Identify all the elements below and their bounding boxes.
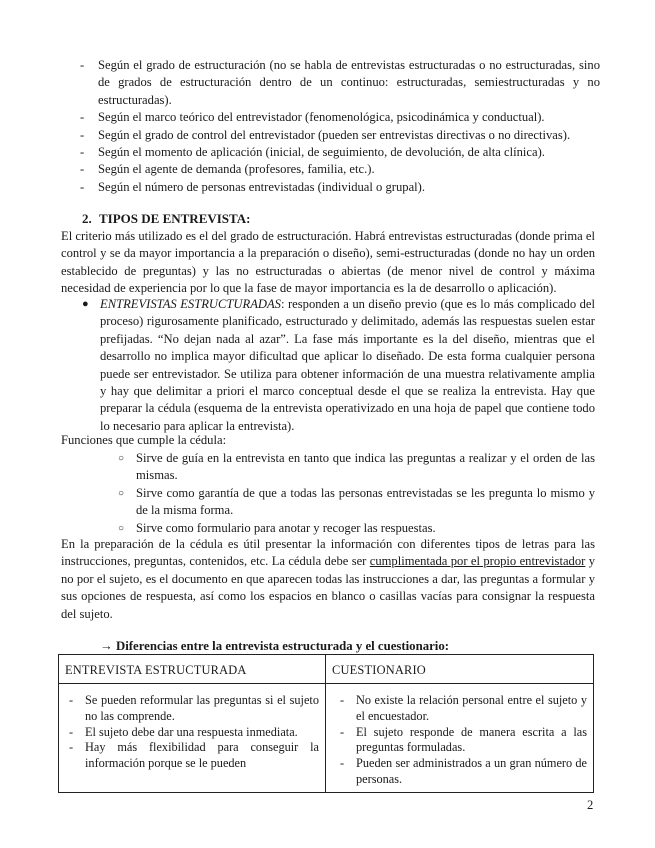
intro-paragraph: El criterio más utilizado es el del grado de estructuración. Habrá entrevistas estructuradas (donde prima el control y se da mayor importancia a la preparación o diseño), semi-estructuradas (donde no hay un orden establecido de preguntas) y las no estructuradas o abiertas (de menor nivel de control y máxima necesidad de experiencia por lo que la fase de mayor importancia es la de desarrollo o aplicación). (61, 229, 595, 296)
list-item: - El sujeto debe dar una respuesta inmediata. (65, 725, 319, 741)
structured-interview-block (82, 296, 595, 435)
criteria-item: - Según el momento de aplicación (inicial, de seguimiento, de devolución, de alta clínica). (80, 144, 600, 161)
criteria-item: - Según el número de personas entrevistadas (individual o grupal). (80, 179, 600, 196)
function-item: ○ Sirve como garantía de que a todas las personas entrevistadas se les pregunta lo mismo y de la misma forma. (118, 485, 595, 520)
cedula-paragraph (61, 536, 595, 623)
questionnaire-differences (326, 684, 593, 792)
cedula-underlined-text: cumplimentada por el propio entrevistador (369, 554, 586, 569)
structured-interview-differences (59, 684, 325, 776)
table-header-row (59, 655, 594, 684)
criteria-item: - Según el agente de demanda (profesores, familia, etc.). (80, 161, 600, 178)
bullet-icon: ● (82, 298, 89, 310)
page-number: 2 (587, 798, 594, 812)
list-item: - Hay más flexibilidad para conseguir la información porque se le pueden (65, 740, 319, 772)
criteria-item: - Según el marco teórico del entrevistador (fenomenológica, psicodinámica y conductual). (80, 109, 600, 126)
table-heading: → Diferencias entre la entrevista estructurada y el cuestionario: (100, 639, 449, 653)
functions-label: Funciones que cumple la cédula: (61, 433, 227, 447)
list-item: - El sujeto responde de manera escrita a las preguntas formuladas. (336, 725, 587, 757)
list-item: - No existe la relación personal entre el sujeto y el encuestador. (336, 693, 587, 725)
table-header-cell (59, 655, 326, 684)
list-item: - Pueden ser administrados a un gran número de personas. (336, 756, 587, 788)
section-number: 2. (82, 211, 92, 226)
list-item: - Se pueden reformular las preguntas si el sujeto no las comprende. (65, 693, 319, 725)
comparison-table (58, 654, 594, 793)
structured-interview-term: ENTREVISTAS ESTRUCTURADAS (100, 297, 281, 311)
section-heading (82, 210, 250, 227)
cedula-text-start: En la preparación de la cédula es útil presentar la información con diferentes tipos de letras para las instrucciones, preguntas, contenidos, etc. La cédula debe ser (61, 537, 595, 569)
cedula-text-end: y no por el sujeto, es el documento en que aparecen todas las instrucciones a dar, las preguntas a formular y sus opciones de respuesta, así como los espacios en blanco o casillas vacías para consignar la respuesta del sujeto. (61, 554, 595, 621)
header-questionnaire: CUESTIONARIO (332, 663, 426, 677)
table-row (59, 684, 594, 793)
table-header-cell (326, 655, 594, 684)
criteria-list (80, 57, 600, 196)
structured-interview-text (100, 296, 595, 435)
structured-interview-description: : responden a un diseño previo (que es lo más complicado del proceso) rigurosamente planificado, estructurado y delimitado, además las respuestas suelen estar prefijadas. “No dejan nada al azar”. La fase más importante es la del diseño, mientras que el desarrollo no implica mayor dificultad que aplicar lo diseñado. De esta forma cualquier persona puede ser entrevistador. Se utiliza para obtener información de una muestra relativamente amplia y hay que delimitar a priori el marco conceptual desde el que se realiza la entrevista. Hay que preparar la cédula (esquema de la entrevista operativizado en una hoja de papel que contiene todo lo necesario para aplicar la entrevista). (100, 297, 596, 433)
header-structured-interview: ENTREVISTA ESTRUCTURADA (65, 663, 247, 677)
table-cell (326, 684, 594, 793)
table-cell (59, 684, 326, 793)
criteria-item: - Según el grado de estructuración (no se habla de entrevistas estructuradas o no estructuradas, sino de grados de estructuración dentro de un continuo: estructuradas, semiestructuradas y no estructuradas). (80, 57, 600, 109)
criteria-item: - Según el grado de control del entrevistador (pueden ser entrevistas directivas o no directivas). (80, 127, 600, 144)
function-item: ○ Sirve de guía en la entrevista en tanto que indica las preguntas a realizar y el orden de las mismas. (118, 450, 595, 485)
section-title: TIPOS DE ENTREVISTA: (99, 211, 251, 226)
function-item: ○ Sirve como formulario para anotar y recoger las respuestas. (118, 520, 595, 537)
functions-list (118, 450, 595, 537)
